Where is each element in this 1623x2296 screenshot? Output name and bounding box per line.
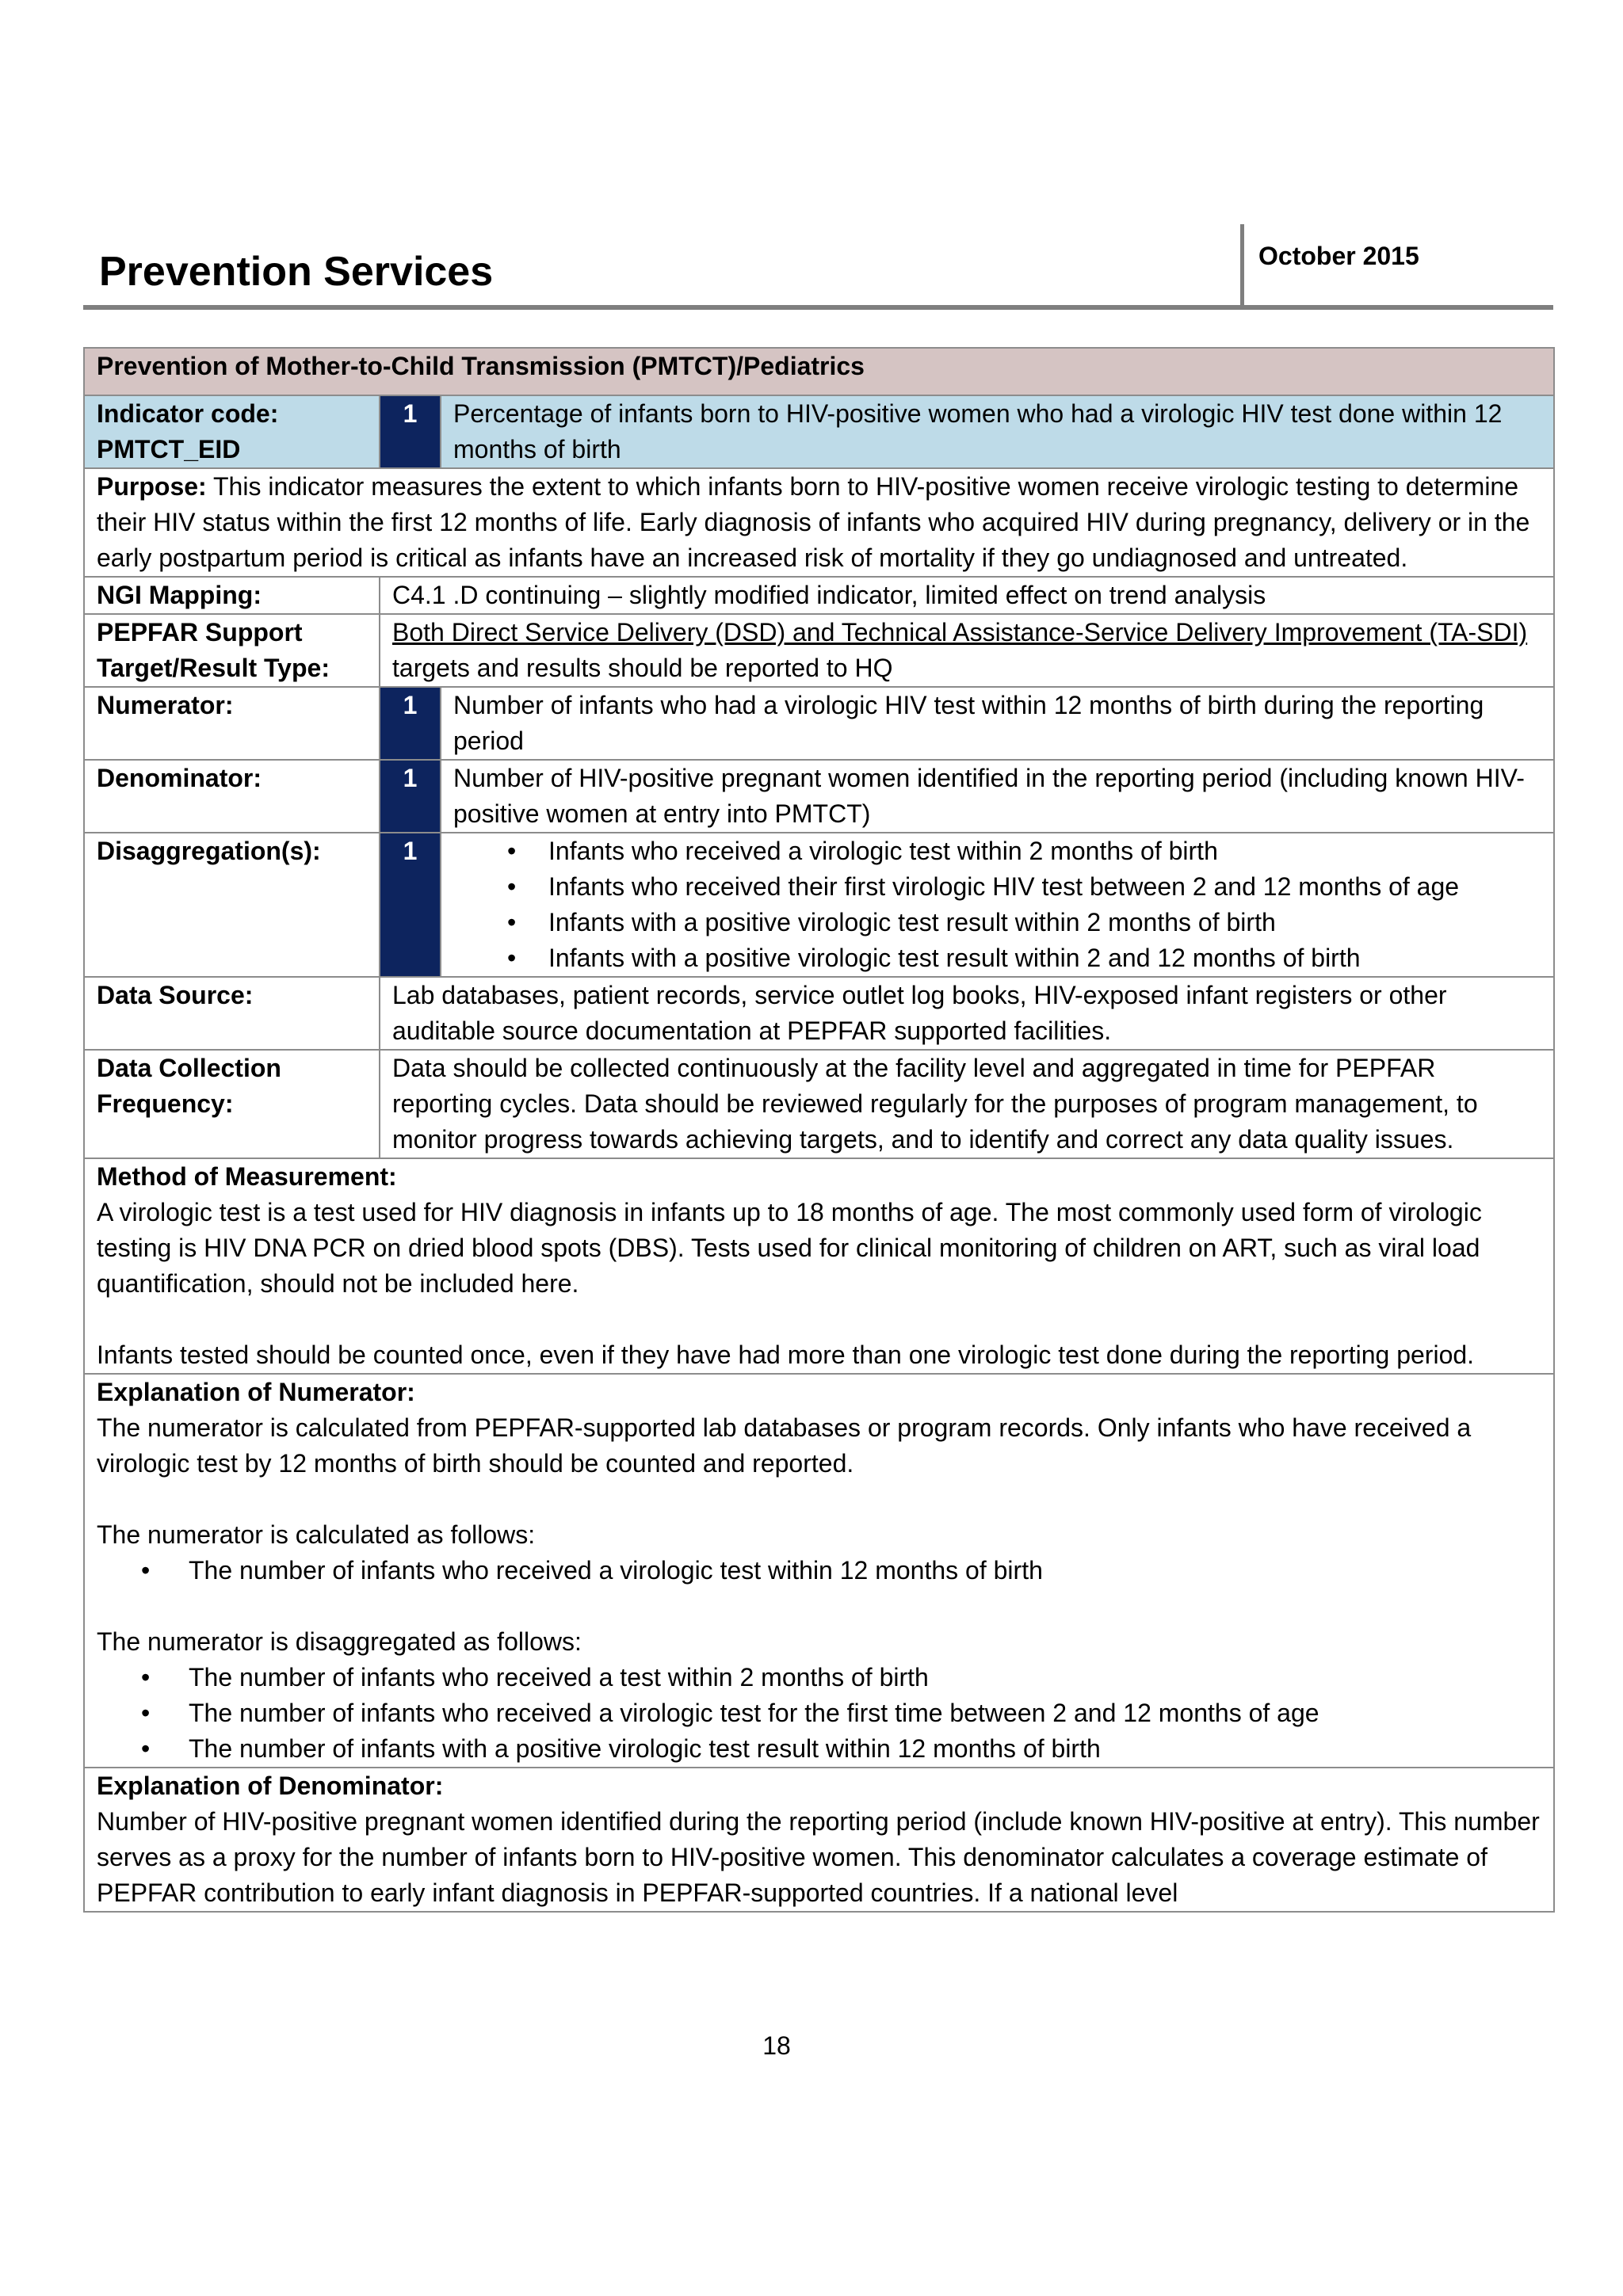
- disaggregation-row: [84, 833, 1554, 977]
- explanation-denominator-cell: [84, 1768, 1554, 1912]
- table-title-row: [84, 348, 1554, 395]
- data-collection-text: Data should be collected continuously at the facility level and aggregated in time for PEPFAR reporting cycles. Data should be reviewed regularly for the purposes of program management, to monitor progress towards achieving targets, and to identify and correct any data quality issues.: [380, 1050, 1554, 1158]
- list-item: • The number of infants who received a virologic test within 12 months of birth: [189, 1553, 1541, 1589]
- disaggregation-cell: [441, 833, 1554, 977]
- data-source-text: Lab databases, patient records, service outlet log books, HIV-exposed infant registers or other auditable source documentation at PEPFAR supported facilities.: [380, 977, 1554, 1050]
- disaggregation-list: [453, 833, 1541, 976]
- list-item: • The number of infants who received a virologic test for the first time between 2 and 12 months of age: [189, 1695, 1541, 1731]
- numerator-text: Number of infants who had a virologic HIV test within 12 months of birth during the reporting period: [441, 687, 1554, 760]
- header-divider: [1240, 224, 1244, 309]
- indicator-label: Indicator code:: [97, 399, 279, 428]
- numerator-badge: 1: [380, 687, 441, 760]
- method-paragraph: Infants tested should be counted once, even if they have had more than one virologic test done during the reporting period.: [97, 1341, 1475, 1369]
- method-cell: [84, 1158, 1554, 1374]
- pepfar-support-row: [84, 614, 1554, 687]
- numerator-row: [84, 687, 1554, 760]
- explanation-numerator-row: [84, 1374, 1554, 1768]
- indicator-row: [84, 395, 1554, 468]
- data-collection-label: Data Collection Frequency:: [84, 1050, 380, 1158]
- ngi-mapping-text: C4.1 .D continuing – slightly modified indicator, limited effect on trend analysis: [380, 577, 1554, 614]
- list-item: • Infants with a positive virologic test result within 2 months of birth: [548, 905, 1541, 940]
- data-source-row: [84, 977, 1554, 1050]
- indicator-badge: 1: [380, 395, 441, 468]
- ngi-mapping-row: [84, 577, 1554, 614]
- pepfar-support-label: PEPFAR Support Target/Result Type:: [84, 614, 380, 687]
- method-label: Method of Measurement:: [97, 1162, 397, 1191]
- denominator-row: [84, 760, 1554, 833]
- purpose-cell: [84, 468, 1554, 577]
- method-paragraph: A virologic test is a test used for HIV diagnosis in infants up to 18 months of age. The most commonly used form of virologic testing is HIV DNA PCR on dried blood spots (DBS). Tests used for clinical monitoring of children on ART, such as viral load quantification, should not be included here.: [97, 1198, 1482, 1298]
- indicator-description: Percentage of infants born to HIV-positive women who had a virologic HIV test done within 12 months of birth: [441, 395, 1554, 468]
- explanation-denominator-row: [84, 1768, 1554, 1912]
- data-source-label: Data Source:: [84, 977, 380, 1050]
- purpose-label: Purpose:: [97, 472, 207, 501]
- list-item: • The number of infants who received a test within 2 months of birth: [189, 1660, 1541, 1695]
- calculation-list: [97, 1553, 1541, 1589]
- list-item: • Infants with a positive virologic test result within 2 and 12 months of birth: [548, 940, 1541, 976]
- disaggregation-badge: 1: [380, 833, 441, 977]
- pepfar-support-underlined: Both Direct Service Delivery (DSD) and Technical Assistance-Service Delivery Improvement (TA-SDI): [392, 618, 1528, 646]
- list-item: • Infants who received a virologic test within 2 months of birth: [548, 833, 1541, 869]
- table-title: Prevention of Mother-to-Child Transmission (PMTCT)/Pediatrics: [84, 348, 1554, 395]
- explanation-denominator-label: Explanation of Denominator:: [97, 1772, 444, 1800]
- data-collection-row: [84, 1050, 1554, 1158]
- list-item: • The number of infants with a positive virologic test result within 12 months of birth: [189, 1731, 1541, 1767]
- list-item: • Infants who received their first virologic HIV test between 2 and 12 months of age: [548, 869, 1541, 905]
- purpose-text: This indicator measures the extent to which infants born to HIV-positive women receive virologic testing to determine their HIV status within the first 12 months of life. Early diagnosis of infants who acquired HIV during pregnancy, delivery or in the early postpartum period is critical as infants have an increased risk of mortality if they go undiagnosed and untreated.: [97, 472, 1530, 572]
- explanation-numerator-cell: [84, 1374, 1554, 1768]
- indicator-code: PMTCT_EID: [97, 435, 241, 463]
- indicator-table: [83, 347, 1555, 1913]
- explanation-paragraph: The numerator is calculated as follows:: [97, 1520, 536, 1549]
- explanation-numerator-label: Explanation of Numerator:: [97, 1378, 415, 1406]
- denominator-text: Number of HIV-positive pregnant women identified in the reporting period (including known HIV-positive women at entry into PMTCT): [441, 760, 1554, 833]
- denominator-badge: 1: [380, 760, 441, 833]
- numerator-label: Numerator:: [84, 687, 380, 760]
- page-header: [83, 224, 1553, 309]
- explanation-paragraph: Number of HIV-positive pregnant women identified during the reporting period (include known HIV-positive at entry). This number serves as a proxy for the number of infants born to HIV-positive women. This denominator calculates a coverage estimate of PEPFAR contribution to early infant diagnosis in PEPFAR-supported countries. If a national level: [97, 1807, 1540, 1907]
- indicator-label-cell: [84, 395, 380, 468]
- explanation-paragraph: The numerator is calculated from PEPFAR-supported lab databases or program records. Only infants who have received a virologic test by 12 months of birth should be counted and reported.: [97, 1413, 1472, 1478]
- pepfar-support-cell: [380, 614, 1554, 687]
- purpose-row: [84, 468, 1554, 577]
- page-number: 18: [762, 2031, 791, 2060]
- disaggregation-label: Disaggregation(s):: [84, 833, 380, 977]
- header-rule: [83, 305, 1553, 310]
- header-date: October 2015: [1258, 242, 1419, 270]
- method-row: [84, 1158, 1554, 1374]
- numerator-disaggregation-list: [97, 1660, 1541, 1767]
- section-heading: Prevention Services: [99, 249, 494, 295]
- explanation-paragraph: The numerator is disaggregated as follows:: [97, 1627, 582, 1656]
- ngi-mapping-label: NGI Mapping:: [84, 577, 380, 614]
- denominator-label: Denominator:: [84, 760, 380, 833]
- pepfar-support-text: targets and results should be reported to HQ: [392, 654, 893, 682]
